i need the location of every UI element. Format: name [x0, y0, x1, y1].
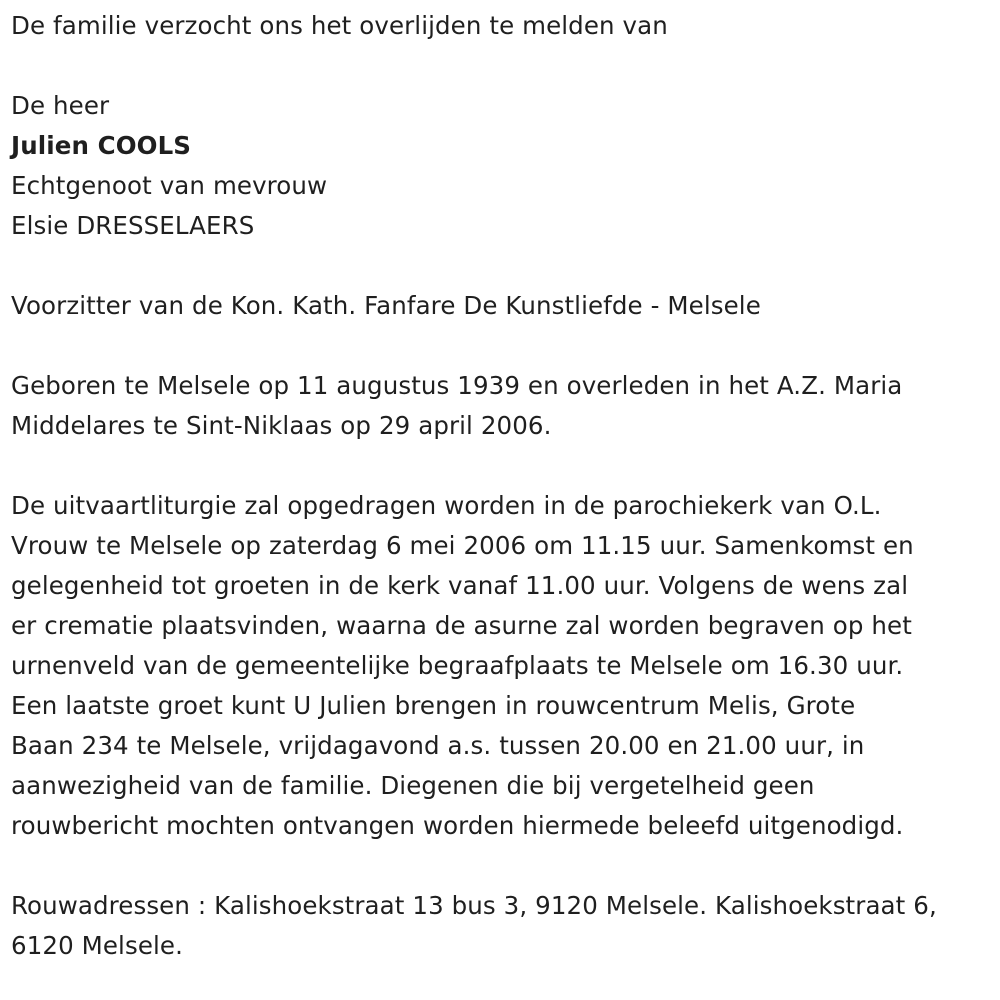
- spacer: [11, 326, 988, 366]
- paragraph-line: rouwbericht mochten ontvangen worden hiermede beleefd uitgenodigd.: [11, 811, 904, 840]
- paragraph-line: aanwezigheid van de familie. Diegenen die bij vergetelheid geen: [11, 771, 815, 800]
- paragraph-line: Een laatste groet kunt U Julien brengen in rouwcentrum Melis, Grote: [11, 691, 856, 720]
- paragraph-line: Middelares te Sint-Niklaas op 29 april 2006.: [11, 411, 552, 440]
- paragraph-line: Geboren te Melsele op 11 augustus 1939 en overleden in het A.Z. Maria: [11, 371, 903, 400]
- spouse-line-1: Echtgenoot van mevrouw: [11, 171, 328, 200]
- paragraph-line: urnenveld van de gemeentelijke begraafplaats te Melsele om 16.30 uur.: [11, 651, 904, 680]
- role-text: Voorzitter van de Kon. Kath. Fanfare De Kunstliefde - Melsele: [11, 291, 761, 320]
- birth-death-paragraph: [11, 366, 988, 446]
- paragraph-line: 6120 Melsele.: [11, 931, 183, 960]
- paragraph-line: Rouwadressen : Kalishoekstraat 13 bus 3, 9120 Melsele. Kalishoekstraat 6,: [11, 891, 937, 920]
- spouse-line-2: Elsie DRESSELAERS: [11, 211, 255, 240]
- deceased-name: Julien COOLS: [11, 131, 192, 160]
- intro-text: De familie verzocht ons het overlijden te melden van: [11, 11, 668, 40]
- funeral-paragraph: [11, 486, 988, 846]
- salutation: De heer: [11, 91, 110, 120]
- paragraph-line: gelegenheid tot groeten in de kerk vanaf 11.00 uur. Volgens de wens zal: [11, 571, 909, 600]
- spacer: [11, 446, 988, 486]
- paragraph-line: er crematie plaatsvinden, waarna de asurne zal worden begraven op het: [11, 611, 912, 640]
- paragraph-line: De uitvaartliturgie zal opgedragen worden in de parochiekerk van O.L.: [11, 491, 882, 520]
- paragraph-line: Baan 234 te Melsele, vrijdagavond a.s. tussen 20.00 en 21.00 uur, in: [11, 731, 865, 760]
- spacer: [11, 46, 988, 86]
- spacer: [11, 846, 988, 886]
- spacer: [11, 246, 988, 286]
- addresses-paragraph: [11, 886, 988, 966]
- paragraph-line: Vrouw te Melsele op zaterdag 6 mei 2006 om 11.15 uur. Samenkomst en: [11, 531, 914, 560]
